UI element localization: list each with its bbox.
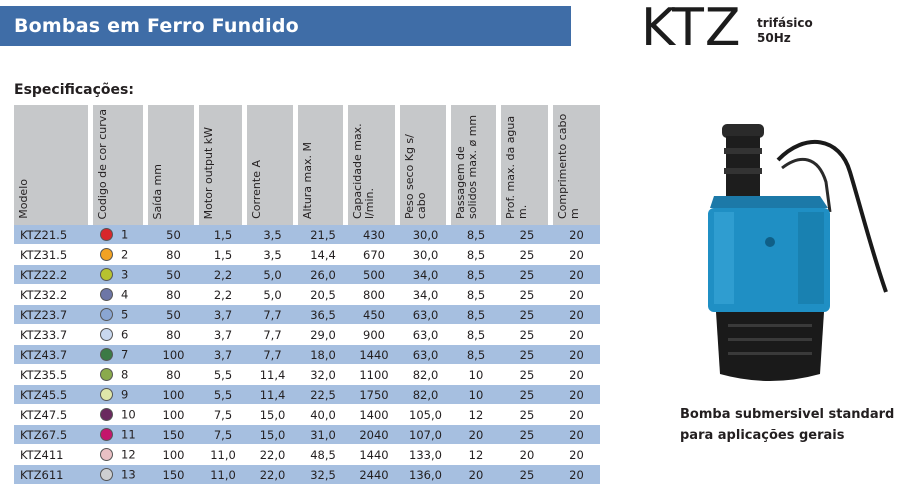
curve-color-cell: [93, 265, 148, 285]
curve-color-number: 7: [121, 347, 129, 362]
column-header-label: Motor output kW: [202, 126, 215, 219]
curve-color-swatch: [100, 328, 113, 341]
depth-cell: 25: [501, 225, 553, 245]
curve-color-number: 9: [121, 387, 129, 402]
curve-color-cell: [93, 365, 148, 385]
curve-color-number: 5: [121, 307, 129, 322]
current-cell: 5,0: [247, 285, 298, 305]
curve-color-number: 3: [121, 267, 129, 282]
height-cell: 29,0: [298, 325, 348, 345]
depth-cell: 25: [501, 265, 553, 285]
cable-cell: 20: [553, 345, 600, 365]
capacity-cell: 500: [348, 265, 400, 285]
motor-cell: 3,7: [199, 305, 247, 325]
outlet-cell: 100: [148, 445, 199, 465]
outlet-cell: 80: [148, 365, 199, 385]
outlet-cell: 100: [148, 385, 199, 405]
product-caption: [680, 404, 894, 446]
column-header-cell: [298, 105, 343, 225]
curve-color-swatch: [100, 288, 113, 301]
curve-color-cell: [93, 425, 148, 445]
curve-color-swatch: [100, 388, 113, 401]
curve-color-number: 8: [121, 367, 129, 382]
curve-color-swatch: [100, 228, 113, 241]
weight-cell: 63,0: [400, 345, 451, 365]
cable-cell: 20: [553, 285, 600, 305]
depth-cell: 25: [501, 385, 553, 405]
current-cell: 11,4: [247, 385, 298, 405]
model-cell: KTZ31.5: [14, 245, 93, 265]
column-header: [400, 105, 451, 225]
current-cell: 11,4: [247, 365, 298, 385]
solids-cell: 8,5: [451, 225, 501, 245]
solids-cell: 20: [451, 465, 501, 485]
outlet-cell: 100: [148, 345, 199, 365]
curve-color-cell: [93, 225, 148, 245]
depth-cell: 25: [501, 405, 553, 425]
curve-color-cell: [93, 245, 148, 265]
motor-cell: 7,5: [199, 425, 247, 445]
column-header: [14, 105, 93, 225]
motor-cell: 2,2: [199, 265, 247, 285]
model-cell: KTZ22.2: [14, 265, 93, 285]
current-cell: 3,5: [247, 245, 298, 265]
curve-color-number: 1: [121, 227, 129, 242]
weight-cell: 30,0: [400, 225, 451, 245]
pump-image: [700, 112, 890, 392]
model-cell: KTZ47.5: [14, 405, 93, 425]
model-cell: KTZ35.5: [14, 365, 93, 385]
table-row: [14, 285, 600, 305]
height-cell: 31,0: [298, 425, 348, 445]
outlet-cell: 80: [148, 325, 199, 345]
curve-color-cell: [93, 325, 148, 345]
motor-cell: 5,5: [199, 385, 247, 405]
curve-color-swatch: [100, 408, 113, 421]
curve-color-swatch: [100, 468, 113, 481]
capacity-cell: 2040: [348, 425, 400, 445]
table-row: [14, 425, 600, 445]
curve-color-number: 10: [121, 407, 136, 422]
column-header-label: Passagem de solidos max. ø mm: [454, 114, 479, 219]
curve-color-number: 4: [121, 287, 129, 302]
product-model: KTZ: [641, 0, 742, 58]
depth-cell: 25: [501, 425, 553, 445]
curve-color-number: 2: [121, 247, 129, 262]
model-cell: KTZ23.7: [14, 305, 93, 325]
cable-cell: 20: [553, 365, 600, 385]
depth-cell: 25: [501, 345, 553, 365]
specs-table: [14, 105, 600, 485]
current-cell: 7,7: [247, 305, 298, 325]
solids-cell: 8,5: [451, 325, 501, 345]
weight-cell: 107,0: [400, 425, 451, 445]
curve-color-swatch: [100, 248, 113, 261]
capacity-cell: 1440: [348, 345, 400, 365]
capacity-cell: 1750: [348, 385, 400, 405]
solids-cell: 8,5: [451, 305, 501, 325]
column-header-label: Saída mm: [151, 163, 164, 219]
capacity-cell: 450: [348, 305, 400, 325]
column-header: [501, 105, 553, 225]
curve-color-swatch: [100, 308, 113, 321]
curve-color-number: 12: [121, 447, 136, 462]
motor-cell: 2,2: [199, 285, 247, 305]
height-cell: 18,0: [298, 345, 348, 365]
model-cell: KTZ411: [14, 445, 93, 465]
column-header-cell: [400, 105, 446, 225]
capacity-cell: 430: [348, 225, 400, 245]
table-row: [14, 345, 600, 365]
height-cell: 36,5: [298, 305, 348, 325]
column-header-label: Codigo de cor curva: [96, 108, 109, 219]
column-header-label: Altura max. M: [301, 141, 314, 219]
model-cell: KTZ33.7: [14, 325, 93, 345]
curve-color-number: 13: [121, 467, 136, 482]
frequency-label: 50Hz: [757, 31, 791, 45]
cable-cell: 20: [553, 385, 600, 405]
height-cell: 21,5: [298, 225, 348, 245]
weight-cell: 34,0: [400, 285, 451, 305]
column-header: [148, 105, 199, 225]
table-header-row: [14, 105, 600, 225]
table-row: [14, 465, 600, 485]
solids-cell: 8,5: [451, 285, 501, 305]
capacity-cell: 2440: [348, 465, 400, 485]
model-cell: KTZ32.2: [14, 285, 93, 305]
motor-cell: 11,0: [199, 465, 247, 485]
curve-color-cell: [93, 385, 148, 405]
current-cell: 22,0: [247, 465, 298, 485]
column-header: [247, 105, 298, 225]
curve-color-swatch: [100, 428, 113, 441]
height-cell: 32,5: [298, 465, 348, 485]
capacity-cell: 1440: [348, 445, 400, 465]
outlet-cell: 80: [148, 285, 199, 305]
column-header: [199, 105, 247, 225]
weight-cell: 136,0: [400, 465, 451, 485]
table-row: [14, 265, 600, 285]
curve-color-cell: [93, 345, 148, 365]
curve-color-cell: [93, 465, 148, 485]
capacity-cell: 800: [348, 285, 400, 305]
weight-cell: 82,0: [400, 365, 451, 385]
outlet-cell: 50: [148, 265, 199, 285]
motor-cell: 3,7: [199, 345, 247, 365]
column-header-cell: [348, 105, 395, 225]
cable-cell: 20: [553, 225, 600, 245]
table-row: [14, 225, 600, 245]
depth-cell: 25: [501, 245, 553, 265]
motor-cell: 7,5: [199, 405, 247, 425]
column-header-cell: [93, 105, 143, 225]
capacity-cell: 670: [348, 245, 400, 265]
cable-cell: 20: [553, 465, 600, 485]
solids-cell: 20: [451, 425, 501, 445]
table-row: [14, 245, 600, 265]
column-header-cell: [14, 105, 88, 225]
curve-color-swatch: [100, 348, 113, 361]
outlet-cell: 50: [148, 225, 199, 245]
column-header: [553, 105, 600, 225]
outlet-cell: 150: [148, 425, 199, 445]
model-cell: KTZ67.5: [14, 425, 93, 445]
weight-cell: 133,0: [400, 445, 451, 465]
table-row: [14, 305, 600, 325]
curve-color-number: 11: [121, 427, 136, 442]
model-cell: KTZ21.5: [14, 225, 93, 245]
caption-line-1: Bomba submersivel standard: [680, 407, 895, 422]
solids-cell: 10: [451, 365, 501, 385]
pump-strainer-base: [716, 312, 824, 381]
capacity-cell: 1400: [348, 405, 400, 425]
height-cell: 20,5: [298, 285, 348, 305]
column-header-label: Corrente A: [250, 160, 263, 219]
cable-cell: 20: [553, 405, 600, 425]
pump-body: [708, 196, 830, 312]
motor-cell: 11,0: [199, 445, 247, 465]
curve-color-cell: [93, 285, 148, 305]
capacity-cell: 900: [348, 325, 400, 345]
depth-cell: 25: [501, 325, 553, 345]
height-cell: 40,0: [298, 405, 348, 425]
column-header-label: Peso seco Kg s/ cabo: [403, 134, 428, 219]
table-row: [14, 405, 600, 425]
column-header-cell: [199, 105, 242, 225]
model-cell: KTZ45.5: [14, 385, 93, 405]
height-cell: 14,4: [298, 245, 348, 265]
height-cell: 26,0: [298, 265, 348, 285]
solids-cell: 8,5: [451, 265, 501, 285]
depth-cell: 25: [501, 365, 553, 385]
motor-cell: 1,5: [199, 225, 247, 245]
cable-cell: 20: [553, 425, 600, 445]
weight-cell: 63,0: [400, 325, 451, 345]
cable-cell: 20: [553, 305, 600, 325]
solids-cell: 10: [451, 385, 501, 405]
solids-cell: 8,5: [451, 345, 501, 365]
motor-cell: 1,5: [199, 245, 247, 265]
cable-cell: 20: [553, 245, 600, 265]
column-header-label: Capacidade max. l/min.: [351, 123, 376, 219]
curve-color-number: 6: [121, 327, 129, 342]
depth-cell: 25: [501, 465, 553, 485]
motor-cell: 5,5: [199, 365, 247, 385]
column-header: [348, 105, 400, 225]
weight-cell: 30,0: [400, 245, 451, 265]
depth-cell: 25: [501, 285, 553, 305]
height-cell: 22,5: [298, 385, 348, 405]
column-header-cell: [148, 105, 194, 225]
depth-cell: 20: [501, 445, 553, 465]
curve-color-cell: [93, 445, 148, 465]
column-header-cell: [247, 105, 293, 225]
column-header-cell: [501, 105, 548, 225]
table-body: [14, 225, 600, 485]
current-cell: 15,0: [247, 425, 298, 445]
cable-cell: 20: [553, 325, 600, 345]
cable-cell: 20: [553, 445, 600, 465]
phase-label: trifásico: [757, 16, 813, 30]
weight-cell: 105,0: [400, 405, 451, 425]
column-header-label: Prof. max. da agua m.: [504, 115, 529, 219]
weight-cell: 34,0: [400, 265, 451, 285]
outlet-cell: 150: [148, 465, 199, 485]
curve-color-cell: [93, 405, 148, 425]
solids-cell: 12: [451, 445, 501, 465]
current-cell: 3,5: [247, 225, 298, 245]
current-cell: 5,0: [247, 265, 298, 285]
curve-color-cell: [93, 305, 148, 325]
column-header-label: Modelo: [17, 179, 30, 219]
outlet-cell: 50: [148, 305, 199, 325]
curve-color-swatch: [100, 448, 113, 461]
page-title: Bombas em Ferro Fundido: [14, 15, 299, 37]
current-cell: 15,0: [247, 405, 298, 425]
outlet-cell: 100: [148, 405, 199, 425]
solids-cell: 12: [451, 405, 501, 425]
depth-cell: 25: [501, 305, 553, 325]
capacity-cell: 1100: [348, 365, 400, 385]
solids-cell: 8,5: [451, 245, 501, 265]
outlet-cell: 80: [148, 245, 199, 265]
model-cell: KTZ611: [14, 465, 93, 485]
model-cell: KTZ43.7: [14, 345, 93, 365]
column-header-label: Comprimento cabo m: [556, 113, 581, 219]
current-cell: 7,7: [247, 345, 298, 365]
column-header: [93, 105, 148, 225]
cable-cell: 20: [553, 265, 600, 285]
current-cell: 22,0: [247, 445, 298, 465]
table-row: [14, 445, 600, 465]
table-row: [14, 365, 600, 385]
height-cell: 32,0: [298, 365, 348, 385]
caption-line-2: para aplicações gerais: [680, 428, 845, 443]
table-row: [14, 385, 600, 405]
column-header-cell: [451, 105, 496, 225]
table-row: [14, 325, 600, 345]
curve-color-swatch: [100, 368, 113, 381]
curve-color-swatch: [100, 268, 113, 281]
product-electrical: [757, 16, 813, 46]
weight-cell: 63,0: [400, 305, 451, 325]
weight-cell: 82,0: [400, 385, 451, 405]
specs-heading: Especificações:: [14, 82, 134, 98]
height-cell: 48,5: [298, 445, 348, 465]
column-header: [298, 105, 348, 225]
motor-cell: 3,7: [199, 325, 247, 345]
column-header: [451, 105, 501, 225]
pump-top-outlet: [722, 124, 764, 196]
current-cell: 7,7: [247, 325, 298, 345]
column-header-cell: [553, 105, 600, 225]
title-banner: [0, 6, 571, 46]
